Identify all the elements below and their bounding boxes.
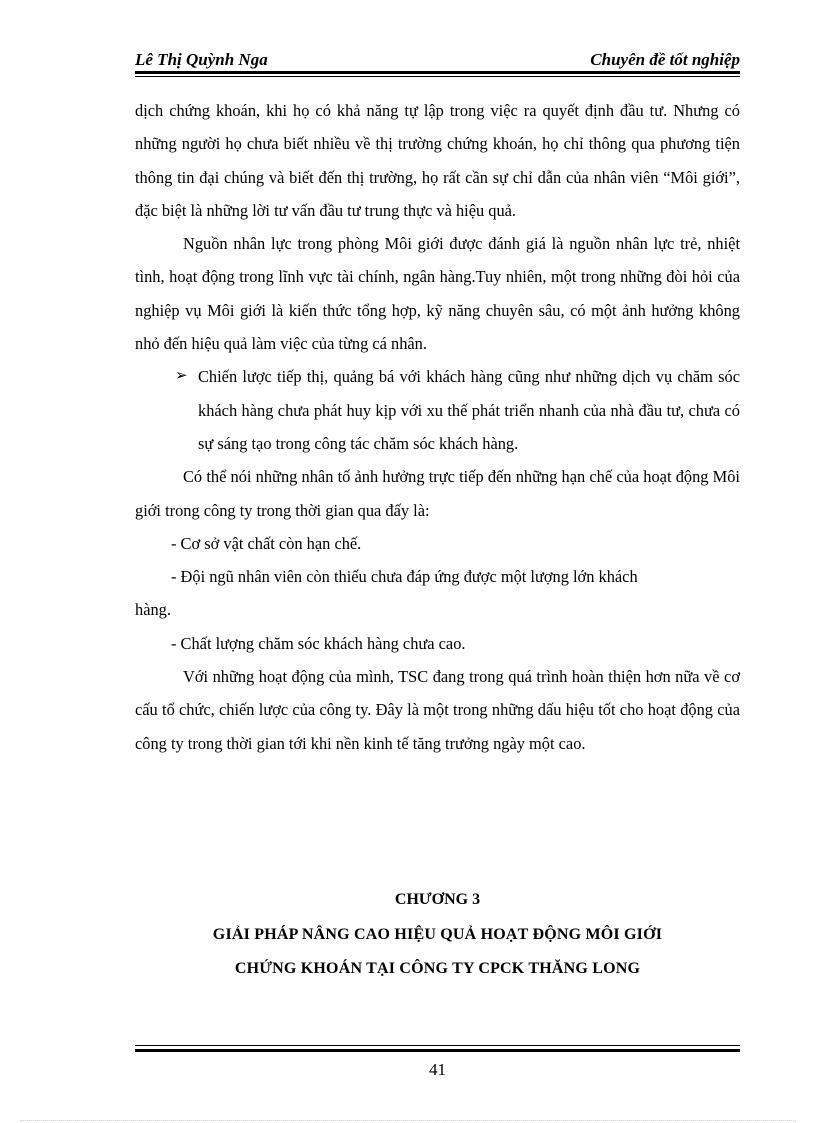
dash-item-staff-continuation: hàng.: [135, 600, 171, 620]
paragraph-human-resources: Nguồn nhân lực trong phòng Môi giới được đánh giá là nguồn nhân lực trẻ, nhiệt tình, hoạt động trong lĩnh vực tài chính, ngân hàng.Tuy nhiên, một trong những đòi hỏi của nghiệp vụ Môi giới là kiến thức tổng hợp, kỹ năng chuyên sâu, có một ảnh hưởng không nhỏ đến hiệu quả làm việc của từng cá nhân.: [135, 234, 740, 354]
dash-item-staff: - Đội ngũ nhân viên còn thiếu chưa đáp ứng được một lượng lớn khách: [171, 567, 638, 587]
chapter-heading: [135, 882, 740, 986]
header-author: Lê Thị Quỳnh Nga: [135, 50, 268, 69]
footer-rule-thin: [135, 1045, 740, 1046]
paragraph-conclusion: Với những hoạt động của mình, TSC đang trong quá trình hoàn thiện hơn nữa về cơ cấu tổ chức, chiến lược của công ty. Đây là một trong những dấu hiệu tốt cho hoạt động của công ty trong thời gian tới khi nền kinh tế tăng trưởng ngày một cao.: [135, 667, 740, 753]
paragraph-factors: Có thể nói những nhân tố ảnh hưởng trực tiếp đến những hạn chế của hoạt động Môi giới trong công ty trong thời gian qua đấy là:: [135, 467, 740, 520]
paragraph-continuation: dịch chứng khoán, khi họ có khả năng tự lập trong việc ra quyết định đầu tư. Nhưng có những người họ chưa biết nhiều về thị trường chứng khoán, họ chỉ thông qua phương tiện thông tin đại chúng và biết đến thị trường, họ rất cần sự chỉ dẫn của nhân viên “Môi giới”, đặc biệt là những lời tư vấn đầu tư trung thực và hiệu quả.: [135, 101, 740, 220]
header-document-type: Chuyên đề tốt nghiệp: [590, 50, 740, 69]
arrow-bullet-icon: ➢: [175, 368, 188, 385]
header-rule-thick: [135, 71, 740, 74]
page-header: [135, 48, 740, 72]
bullet-item-marketing: [135, 360, 740, 460]
dash-item-facilities: - Cơ sở vật chất còn hạn chế.: [171, 533, 362, 553]
page-number: 41: [429, 1060, 446, 1079]
dash-item-service-quality: - Chất lượng chăm sóc khách hàng chưa cao.: [171, 633, 466, 653]
chapter-number: CHƯƠNG 3: [394, 891, 481, 908]
bullet-item-text: Chiến lược tiếp thị, quảng bá với khách hàng cũng như những dịch vụ chăm sóc khách hàng chưa phát huy kịp với xu thế phát triển nhanh của nhà đầu tư, chưa có sự sáng tạo trong công tác chăm sóc khách hàng.: [198, 367, 740, 453]
footer-rule-thick: [135, 1049, 740, 1052]
body-text: [135, 94, 740, 760]
page-edge-divider: [20, 1120, 796, 1122]
header-rule-thin: [135, 76, 740, 77]
chapter-title-line-2: CHỨNG KHOÁN TẠI CÔNG TY CPCK THĂNG LONG: [234, 960, 641, 977]
chapter-title-line-1: GIẢI PHÁP NÂNG CAO HIỆU QUẢ HOẠT ĐỘNG MÔI GIỚI: [212, 926, 663, 943]
